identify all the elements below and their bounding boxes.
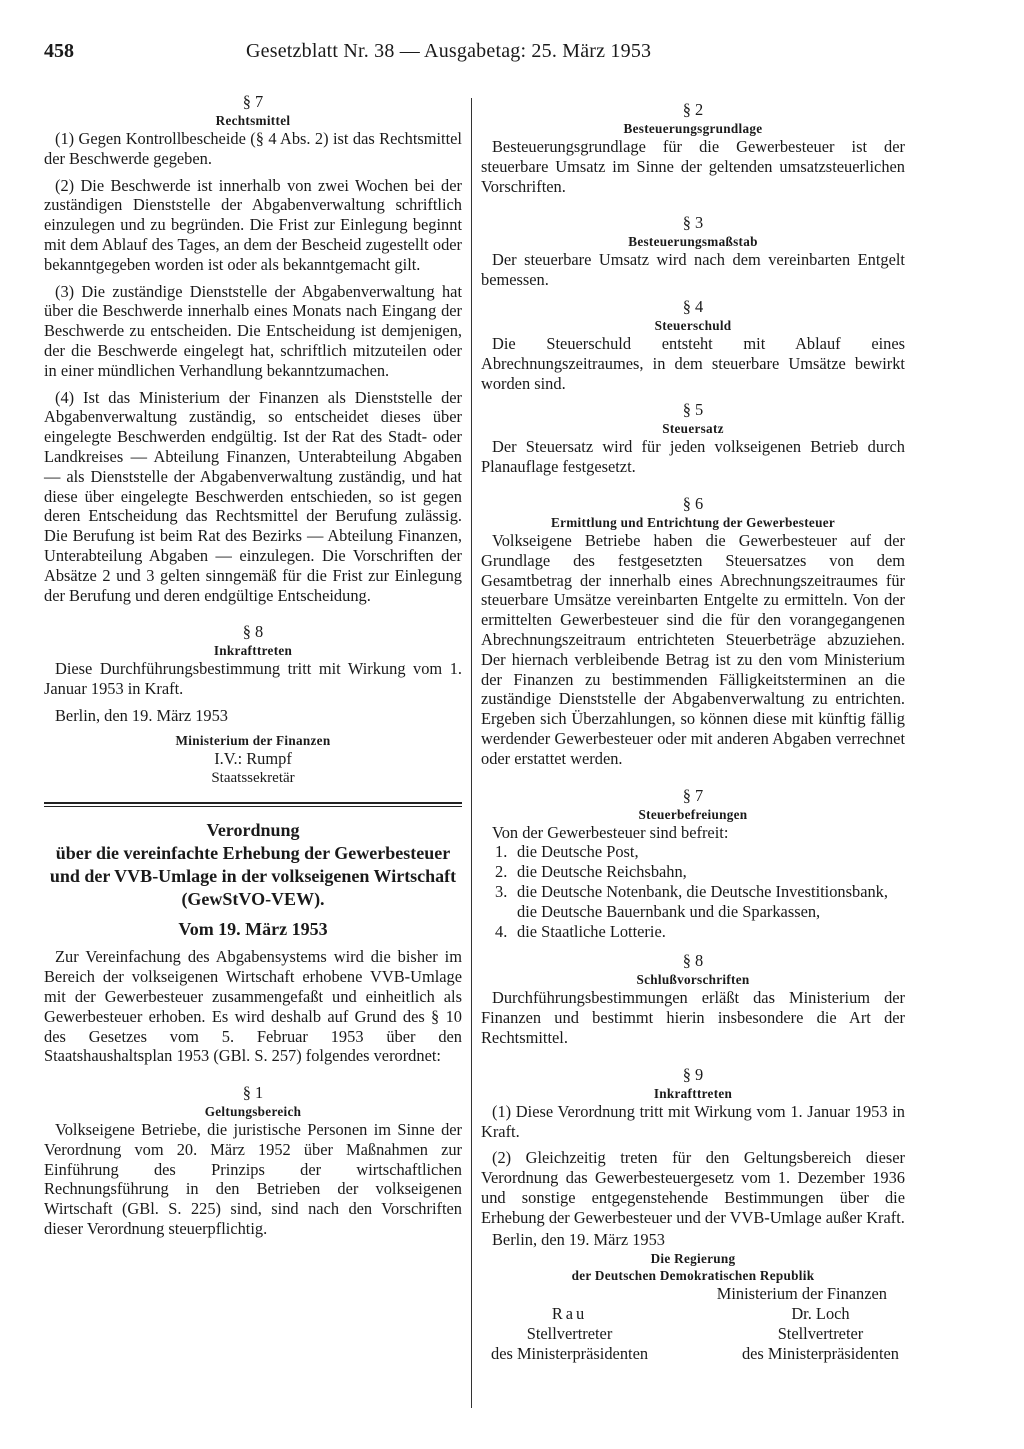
section-heading: Ermittlung und Entrichtung der Gewerbesteuer [550,514,836,530]
paragraph: (2) Gleichzeitig treten für den Geltungsbereich dieser Verordnung das Gewerbesteuergesetz vom 1. Dezember 1936 und sonstige entgegenstehende Bestimmungen über die Erhebung der Gewerbesteuer und der VVB-Umlage außer Kraft. [481,1148,905,1227]
signing-authority: Ministerium der Finanzen [175,732,331,748]
decree-subtitle: über die vereinfachte Erhebung der Gewerbesteuer und der VVB-Umlage in der volkseigenen Wirtschaft [49,843,457,887]
section-heading: Steuerschuld [654,317,732,333]
left-column [44,92,462,1239]
section-number: § 5 [682,400,704,420]
running-head: Gesetzblatt Nr. 38 — Ausgabetag: 25. März 1953 [246,40,652,62]
section-4 [481,297,905,393]
section-heading: Besteuerungsmaßstab [628,234,758,250]
signer-name: I.V.: Rumpf [214,748,292,768]
page-number: 458 [44,40,74,62]
section-9-inkrafttreten [481,1065,905,1228]
list-item [495,842,905,862]
signer-name: Rau [551,1304,588,1324]
list-item [495,862,905,882]
paragraph: Durchführungsbestimmungen erläßt das Ministerium der Finanzen und bestimmt hierin insbesondere die Art der Rechtsmittel. [481,988,905,1047]
list-item [495,882,905,922]
paragraph: Volkseigene Betriebe, die juristische Personen im Sinne der Verordnung vom 20. März 1952 über Maßnahmen zur Einführung des Prinzips der wirtschaftlichen Rechnungsführung in den Betrieben der volkseigenen Wirtschaft (GBl. S. 225) sind, sind nach den Vorschriften dieser Verordnung steuerpflichtig. [44,1120,462,1239]
list-item [495,922,905,942]
item-text: die Staatliche Lotterie. [517,921,666,941]
section-rule [44,802,462,807]
section-number: § 3 [682,213,704,233]
section-number: § 6 [682,493,704,513]
paragraph: Der steuerbare Umsatz wird nach dem vereinbarten Entgelt bemessen. [481,250,905,290]
place-date: Berlin, den 19. März 1953 [55,705,228,725]
section-heading: Besteuerungsgrundlage [623,121,763,136]
section-heading: Schlußvorschriften [636,972,750,988]
section-heading: Inkrafttreten [653,1085,733,1101]
paragraph: Die Steuerschuld entsteht mit Ablauf eines Abrechnungszeitraumes, in dem steuerbare Umsätze bewirkt worden sind. [481,333,905,393]
section-8-schlussvorschriften [481,951,905,1047]
item-number: 1. [495,842,508,862]
section-heading: Steuersatz [662,421,724,437]
signature-right [742,1304,899,1363]
decree-title: Verordnung [206,820,300,841]
paragraph: (1) Gegen Kontrollbescheide (§ 4 Abs. 2) ist das Rechtsmittel der Beschwerde gegeben. [44,129,462,168]
paragraph: (3) Die zuständige Dienststelle der Abgabenverwaltung hat über die Beschwerde innerhalb eines Monats nach Eingang der Beschwerde zu entscheiden. Die Entscheidung ist demjenigen, der die Beschwerde eingelegt hat, schriftlich mitzuteilen oder in einer mündlichen Verhandlung bekanntzumachen. [44,281,462,380]
item-text: die Deutsche Notenbank, die Deutsche Investitionsbank, die Deutsche Bauernbank und die Sparkassen, [517,881,888,921]
right-column [481,100,905,1363]
paragraph: Diese Durchführungsbestimmung tritt mit Wirkung vom 1. Januar 1953 in Kraft. [44,659,462,699]
item-text: die Deutsche Post, [517,842,639,862]
signer-role: Stellvertreter [526,1323,613,1343]
list-intro: Von der Gewerbesteuer sind befreit: [492,822,729,842]
section-2 [481,100,905,196]
signer-role: des Ministerpräsidenten [491,1343,649,1363]
item-number: 2. [495,862,508,882]
closing-signatures [481,1230,905,1363]
section-5 [481,400,905,477]
section-heading: Rechtsmittel [215,113,291,128]
signer-role: Staatssekretär [211,769,295,786]
section-7-steuerbefreiungen [481,786,905,942]
item-text: die Deutsche Reichsbahn, [517,862,687,882]
paragraph: (1) Diese Verordnung tritt mit Wirkung vom 1. Januar 1953 in Kraft. [481,1101,905,1141]
section-number: § 4 [682,296,704,316]
government-line: der Deutschen Demokratischen Republik [571,1268,815,1284]
section-number: § 8 [242,622,264,642]
section-6 [481,494,905,769]
decree-abbreviation: (GewStVO-VEW). [181,889,325,910]
place-date: Berlin, den 19. März 1953 [492,1230,665,1250]
minister-title: Ministerium der Finanzen [716,1284,887,1304]
decree-date: Vom 19. März 1953 [178,919,328,940]
section-3 [481,213,905,290]
section-7-rechtsmittel [44,92,462,605]
paragraph: (2) Die Beschwerde ist innerhalb von zwei Wochen bei der zuständigen Dienststelle der Abgabenverwaltung schriftlich einzulegen und zu begründen. Die Frist zur Einlegung beginnt mit dem Ablauf des Tages, an dem der Bescheid zugestellt oder bekanntgegeben worden ist oder als bekanntgemacht gilt. [44,175,462,274]
signature-left [491,1304,648,1363]
section-8-inkrafttreten [44,622,462,788]
paragraph: (4) Ist das Ministerium der Finanzen als Dienststelle der Abgabenverwaltung zuständig, so entscheidet dieses über eingelegte Beschwerden endgültig. Ist der Rat des Stadt- oder Landkreises — Abteilung Finanzen, Unterabteilung Abgaben — als Dienststelle der Abgabenverwaltung zuständig, und hat diese über eingelegte Beschwerden entschieden, so ist gegen deren Entscheidung das Rechtsmittel der Berufung zulässig. Die Berufung ist beim Rat des Bezirks — Abteilung Finanzen, Unterabteilung Abgaben — einzulegen. Die Vorschriften der Absätze 2 und 3 gelten sinngemäß für die Frist zur Einlegung der Berufung und deren endgültige Entscheidung. [44,387,462,605]
signature-block [481,1304,905,1363]
paragraph: Besteuerungsgrundlage für die Gewerbesteuer ist der steuerbare Umsatz im Sinne der geltenden umsatzsteuerlichen Vorschriften. [481,137,905,196]
exemption-list [481,842,905,941]
signer-role: Stellvertreter [777,1323,864,1343]
section-1-geltungsbereich [44,1083,462,1239]
section-number: § 8 [682,951,704,971]
section-number: § 2 [682,100,704,119]
paragraph: Der Steuersatz wird für jeden volkseigenen Betrieb durch Planauflage festgesetzt. [481,437,905,477]
section-number: § 7 [242,92,264,111]
section-heading: Geltungsbereich [204,1104,302,1120]
section-number: § 1 [242,1083,264,1103]
section-number: § 7 [682,785,704,805]
section-heading: Steuerbefreiungen [638,806,748,822]
government-line: Die Regierung [650,1251,736,1267]
preamble: Zur Vereinfachung des Abgabensystems wird die bisher im Bereich der volkseigenen Wirtschaft erhobene VVB-Umlage mit der Gewerbesteuer zusammengefaßt und einheitlich als Gewerbesteuer erhoben. Es wird deshalb auf Grund des § 10 des Gesetzes vom 5. Februar 1953 über den Staatshaushaltsplan 1953 (GBl. S. 257) folgendes verordnet: [44,947,462,1066]
decree-header [44,819,462,1066]
paragraph: Volkseigene Betriebe haben die Gewerbesteuer auf der Grundlage des festgesetzten Steuersatzes von dem Gesamtbetrag der innerhalb eines Abrechnungszeitraumes für steuerbare Umsätze vereinbarten Entgelte zu ermitteln. Von der ermittelten Gewerbesteuer sind die für den vorangegangenen Abrechnungszeitraum entrichteten Steuerbeträge abzuziehen. Der hiernach verbleibende Betrag ist zu den vom Ministerium der Finanzen zu bestimmenden Fälligkeitsterminen an die zuständige Dienststelle der Abgabenverwaltung zu entrichten. Ergeben sich Überzahlungen, so können diese mit künftig fällig werdender Gewerbesteuer oder mit anderen Abgaben verrechnet oder erstattet werden. [481,530,905,768]
section-heading: Inkrafttreten [213,643,293,659]
signer-name: Dr. Loch [791,1304,850,1324]
item-number: 4. [495,921,508,941]
signer-role: des Ministerpräsidenten [741,1343,899,1363]
section-number: § 9 [682,1064,704,1084]
item-number: 3. [495,881,508,901]
column-divider [471,98,472,1408]
